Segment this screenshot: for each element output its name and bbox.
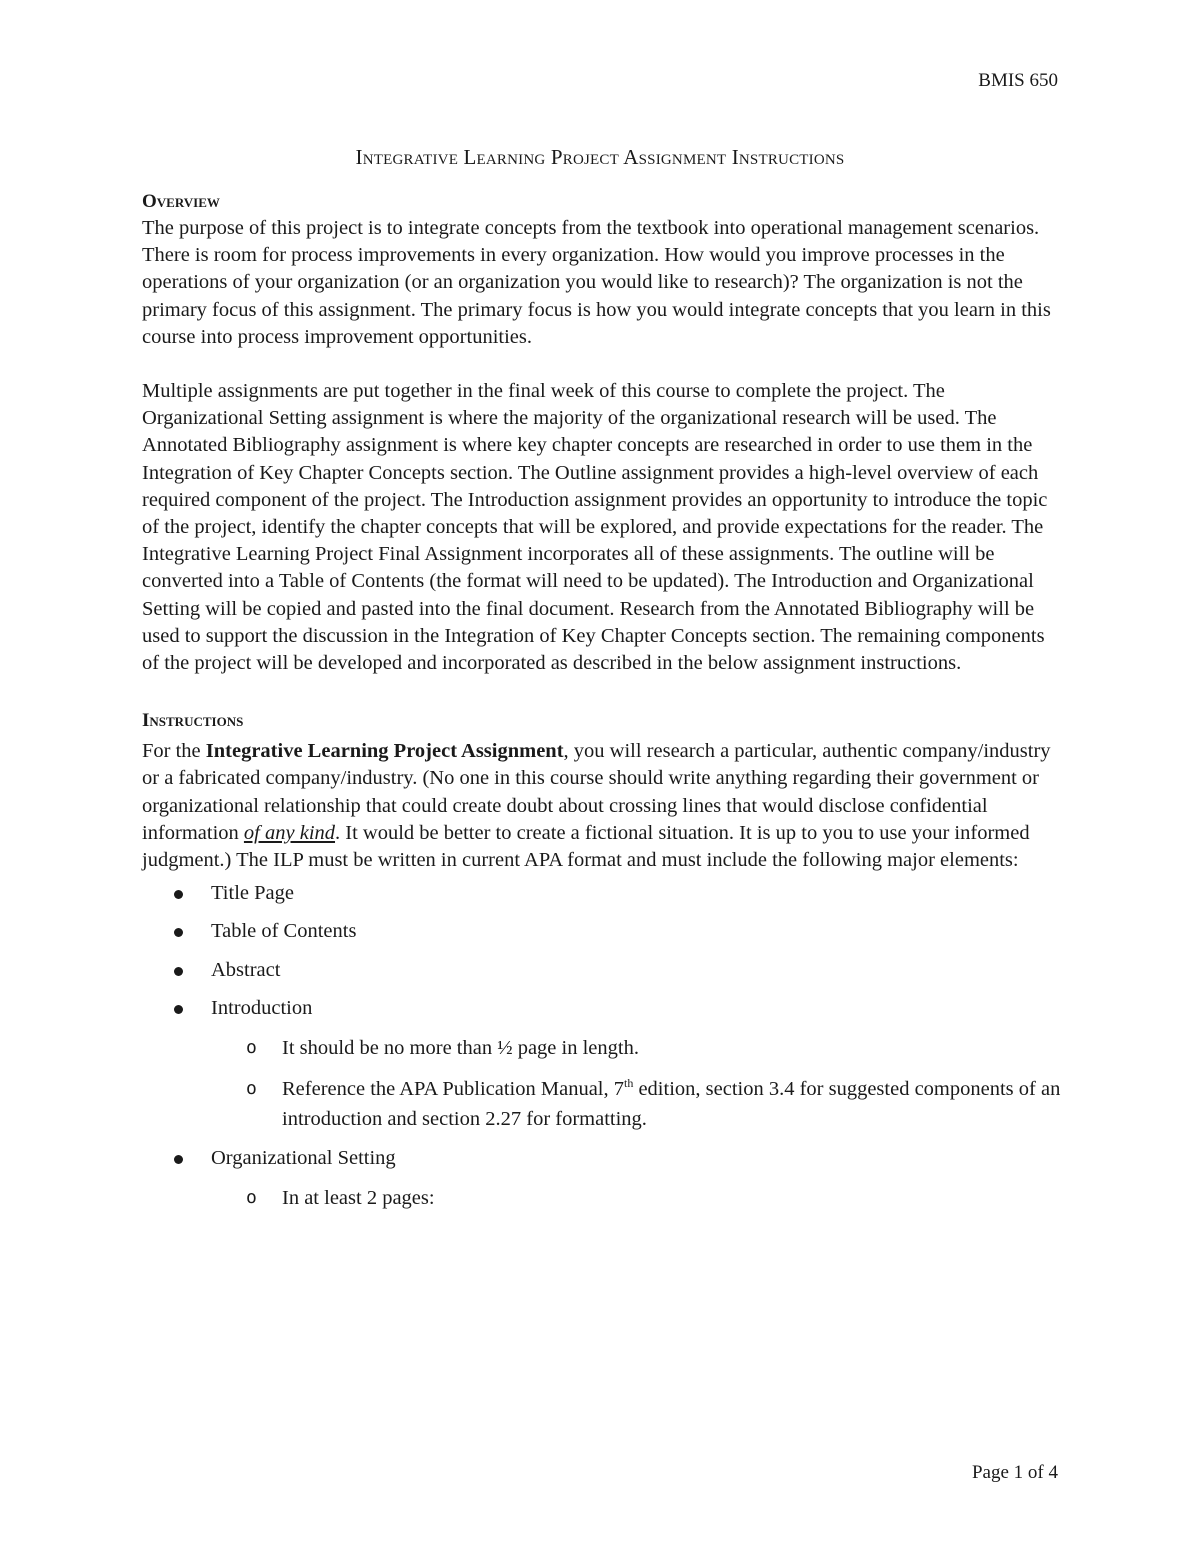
- overview-paragraph-1: The purpose of this project is to integrate concepts from the textbook into operational management scenarios. There is room for process improvements in every organization. How would you improve processes in the operations of your organization (or an organization you would like to research)? The organization is not the primary focus of this assignment. The primary focus is how you would integrate concepts that you learn in this course into process improvement opportunities.: [142, 217, 1051, 348]
- hollow-bullet-icon: o: [246, 1078, 257, 1100]
- sublist-item: [211, 1033, 1062, 1063]
- hollow-bullet-icon: o: [246, 1037, 257, 1059]
- bullet-icon: [174, 967, 183, 976]
- bullet-icon: [174, 890, 183, 899]
- sublist-item-text: In at least 2 pages:: [282, 1187, 435, 1210]
- sublist-item-text: [282, 1078, 1060, 1130]
- list-item-abstract: [142, 957, 1062, 984]
- organizational-setting-sublist: [211, 1183, 1062, 1213]
- list-item-label: Introduction: [211, 996, 313, 1019]
- intro-middle: , you will research a particular, authentic company/industry or a fabricated company/industry. (No one in this course should write anything regarding their government or organizational relationship that could create doubt about crossing lines that would disclose confidential information: [142, 740, 1051, 844]
- introduction-sublist: [211, 1033, 1062, 1134]
- intro-emphasis: of any kind: [243, 821, 336, 844]
- instructions-heading: Instructions: [142, 710, 244, 732]
- intro-bold-term: Integrative Learning Project Assignment: [205, 740, 564, 763]
- list-item-label: Abstract: [211, 958, 281, 981]
- sublist-item-text: It should be no more than ½ page in length.: [282, 1037, 639, 1060]
- bullet-icon: [174, 928, 183, 937]
- major-elements-list: [142, 880, 1062, 1213]
- list-item-label: Organizational Setting: [211, 1147, 396, 1170]
- list-item-title-page: [142, 880, 1062, 907]
- header-course-code: BMIS 650: [978, 70, 1058, 91]
- edition-superscript: th: [623, 1076, 634, 1091]
- list-item-organizational-setting: [142, 1145, 1062, 1213]
- intro-prefix: For the: [142, 740, 206, 763]
- bullet-icon: [174, 1005, 183, 1014]
- bullet-icon: [174, 1155, 183, 1164]
- sub2-suffix: edition, section 3.4 for suggested components of an introduction and section 2.27 for formatting.: [282, 1078, 1061, 1131]
- sub2-prefix: Reference the APA Publication Manual, 7: [282, 1078, 624, 1101]
- sublist-item: [211, 1074, 1062, 1134]
- list-item-introduction: [142, 995, 1062, 1134]
- sublist-item: [211, 1183, 1062, 1213]
- list-item-table-of-contents: [142, 918, 1062, 945]
- footer-page-number: Page 1 of 4: [971, 1462, 1058, 1483]
- document-title: Integrative Learning Project Assignment Instructions: [355, 145, 845, 169]
- overview-paragraph-2: Multiple assignments are put together in the final week of this course to complete the project. The Organizational Setting assignment is where the majority of the organizational research will be used. The Annotated Bibliography assignment is where key chapter concepts are researched in order to use them in the Integration of Key Chapter Concepts section. The Outline assignment provides a high-level overview of each required component of the project. The Introduction assignment provides an opportunity to introduce the topic of the project, identify the chapter concepts that will be explored, and provide expectations for the reader. The Integrative Learning Project Final Assignment incorporates all of these assignments. The outline will be converted into a Table of Contents (the format will need to be updated). The Introduction and Organizational Setting will be copied and pasted into the final document. Research from the Annotated Bibliography will be used to support the discussion in the Integration of Key Chapter Concepts section. The remaining components of the project will be developed and incorporated as described in the below assignment instructions.: [142, 380, 1048, 675]
- intro-suffix: . It would be better to create a fictional situation. It is up to you to use your informed judgment.) The ILP must be written in current APA format and must include the following major elements:: [142, 821, 1030, 872]
- overview-heading: Overview: [142, 191, 220, 212]
- list-item-label: Title Page: [211, 882, 294, 905]
- document-body: [142, 188, 1062, 1224]
- list-item-label: Table of Contents: [211, 920, 357, 943]
- instructions-intro-paragraph: [142, 738, 1062, 874]
- hollow-bullet-icon: o: [246, 1187, 257, 1209]
